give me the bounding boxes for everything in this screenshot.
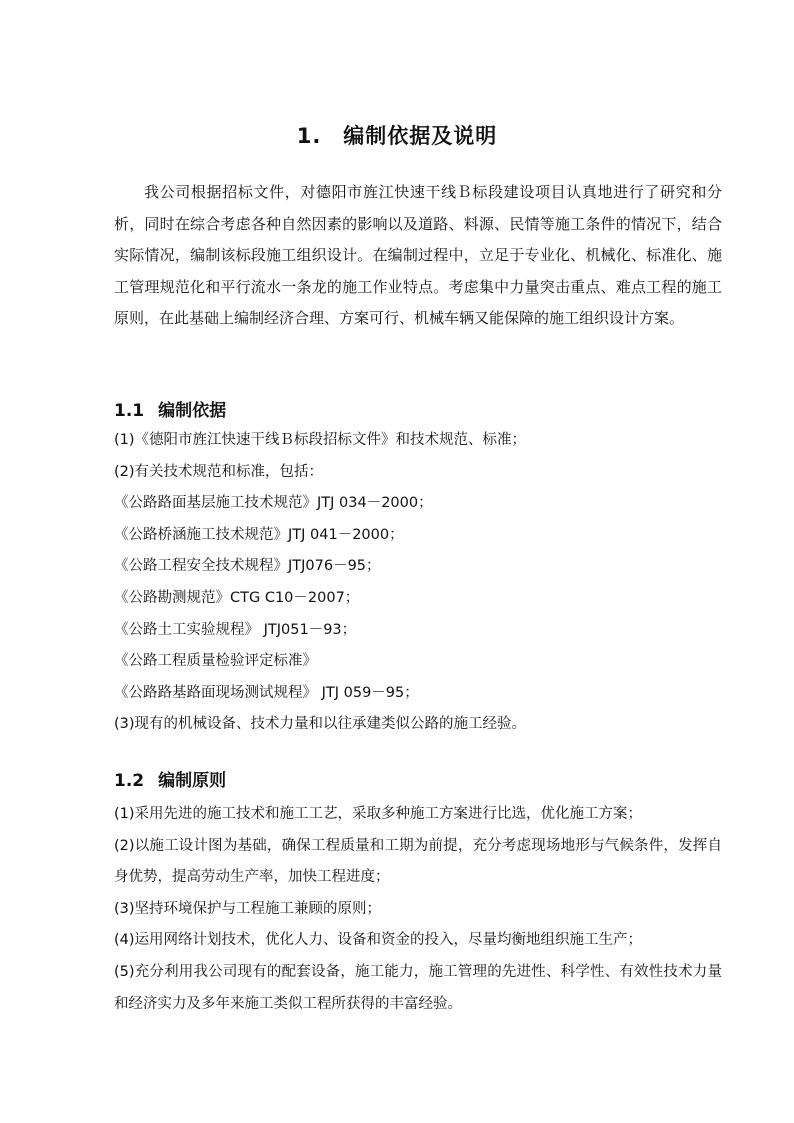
title-number: 1. xyxy=(296,124,322,148)
section-heading-1-1 xyxy=(114,396,226,421)
section-title: 编制原则 xyxy=(158,771,227,791)
list-item: 《公路土工实验规程》 JTJ051－93； xyxy=(114,621,357,638)
section-number: 1.2 xyxy=(114,771,145,791)
section-heading-1-2 xyxy=(114,766,226,791)
list-item: 《公路桥涵施工技术规范》JTJ 041－2000； xyxy=(114,526,404,543)
intro-paragraph: 我公司根据招标文件，对德阳市旌江快速干线Ｂ标段建设项目认真地进行了研究和分析，同时在综合考虑各种自然因素的影响以及道路、料源、民情等施工条件的情况下，结合实际情况，编制该标段施工组织设计。在编制过程中，立足于专业化、机械化、标准化、施工管理规范化和平行流水一条龙的施工作业特点。考虑集中力量突击重点、难点工程的施工原则，在此基础上编制经济合理、方案可行、机械车辆又能保障的施工组织设计方案。 xyxy=(114,183,722,328)
list-item: 《公路路面基层施工技术规范》JTJ 034－2000； xyxy=(114,495,433,512)
page-title xyxy=(0,120,794,150)
basis-list xyxy=(114,425,722,741)
section-title: 编制依据 xyxy=(158,401,227,421)
list-item: (3)坚持环境保护与工程施工兼顾的原则； xyxy=(114,900,382,917)
title-text: 编制依据及说明 xyxy=(343,124,498,148)
list-item: 《公路路基路面现场测试规程》 JTJ 059－95； xyxy=(114,684,419,701)
list-item: (5)充分利用我公司现有的配套设备，施工能力，施工管理的先进性、科学性、有效性技术力量和经济实力及多年来施工类似工程所获得的丰富经验。 xyxy=(114,963,722,1012)
list-item: 《公路工程质量检验评定标准》 xyxy=(114,653,317,670)
list-item: (3)现有的机械设备、技术力量和以往承建类似公路的施工经验。 xyxy=(114,716,527,733)
list-item: 《公路勘测规范》CTG C10－2007； xyxy=(114,589,360,606)
list-item: 《公路工程安全技术规程》JTJ076－95； xyxy=(114,558,381,575)
list-item: (2)以施工设计图为基础，确保工程质量和工期为前提，充分考虑现场地形与气候条件，发挥自身优势，提高劳动生产率，加快工程进度； xyxy=(114,837,722,886)
list-item: (2)有关技术规范和标准，包括： xyxy=(114,463,324,480)
list-item: (1)《德阳市旌江快速干线Ｂ标段招标文件》和技术规范、标准； xyxy=(114,432,527,448)
principles-list xyxy=(114,799,722,1020)
section-number: 1.1 xyxy=(114,401,145,421)
list-item: (1)采用先进的施工技术和施工工艺，采取多种施工方案进行比选，优化施工方案； xyxy=(114,806,643,822)
list-item: (4)运用网络计划技术，优化人力、设备和资金的投入，尽量均衡地组织施工生产； xyxy=(114,932,643,949)
